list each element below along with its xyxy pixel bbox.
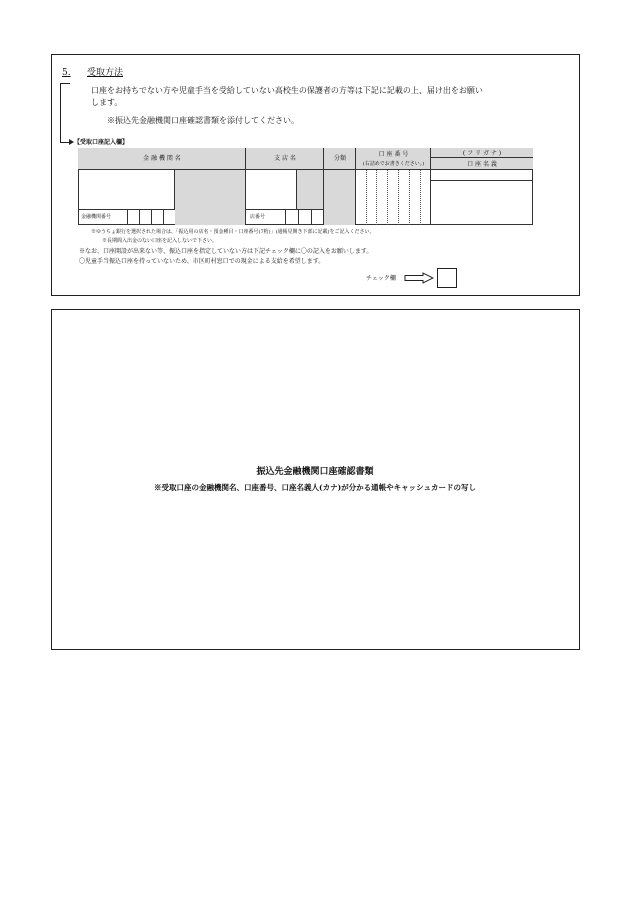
col-name-header: 口 座 名 義	[467, 161, 497, 168]
furigana-field[interactable]	[431, 170, 533, 181]
note-long-term: ※長期間入出金のない口座を記入しないで下さい。	[102, 238, 218, 244]
section-text-line2: します。	[91, 98, 123, 107]
bank-code-digit-1[interactable]	[127, 210, 139, 225]
attach-note: ※振込先金融機関口座確認書類を添付してください。	[107, 116, 299, 125]
col-class-header: 分類	[333, 155, 346, 162]
bank-code-digit-4[interactable]	[163, 210, 175, 225]
check-label: チェック欄	[366, 275, 396, 282]
bracket-line-vertical	[60, 83, 61, 142]
branch-code-digit-3[interactable]	[311, 210, 324, 225]
account-name-field[interactable]	[431, 181, 533, 225]
arrow-right-outline-icon	[404, 272, 434, 284]
note-yucho: ※ゆうちょ銀行を選択された場合は、「振込用の店名・預金種目・口座番号(7桁)」(通帳見開き下部に記載)をご記入ください。	[91, 229, 375, 235]
bank-code-label: 金融機関番号	[81, 214, 112, 220]
note-cash: 〇児童手当振込口座を持っていないため、市区町村窓口での現金による支給を希望します。	[79, 258, 325, 265]
bracket-line-top	[60, 83, 70, 84]
section-title: 受取方法	[87, 68, 124, 78]
col-account-header: 口 座 番 号	[378, 151, 409, 158]
branch-name-field[interactable]	[246, 170, 297, 210]
bank-name-field[interactable]	[78, 170, 175, 210]
account-number-field[interactable]	[356, 170, 431, 225]
class-field[interactable]	[324, 170, 356, 225]
branch-gray-area	[297, 170, 324, 210]
bank-gray-area	[175, 170, 246, 225]
check-box[interactable]	[437, 268, 457, 288]
bank-code-digit-3[interactable]	[151, 210, 163, 225]
branch-code-digit-1[interactable]	[285, 210, 298, 225]
bank-code-digit-2[interactable]	[139, 210, 151, 225]
attach-box-title: 振込先金融機関口座確認書類	[256, 467, 374, 477]
col-furigana-header: ( フ リ ガ ナ )	[462, 150, 502, 157]
form-label: 【受取口座記入欄】	[74, 139, 129, 146]
branch-code-digit-2[interactable]	[298, 210, 311, 225]
col-branch-header: 支 店 名	[274, 155, 296, 162]
attach-document-box	[51, 309, 580, 650]
col-bank-header: 金 融 機 関 名	[143, 155, 181, 162]
branch-code-label: 店番号	[250, 214, 266, 220]
section-number: 5.	[62, 68, 71, 78]
section-text-line1: 口座をお持ちでない方や児童手当を受給していない高校生の保護者の方等は下記に記載の上、届け出をお願い	[91, 86, 483, 95]
col-account-subheader: (右詰めでお書きください。)	[362, 161, 425, 167]
note-no-account: ※なお、口座開設が出来ない等、振込口座を指定していない方は下記チェック欄に〇の記入をお願いします。	[79, 248, 373, 255]
account-form-table	[78, 148, 533, 225]
attach-box-desc: ※受取口座の金融機関名、口座番号、口座名義人(カナ)が分かる通帳やキャッシュカードの写し	[154, 483, 476, 492]
